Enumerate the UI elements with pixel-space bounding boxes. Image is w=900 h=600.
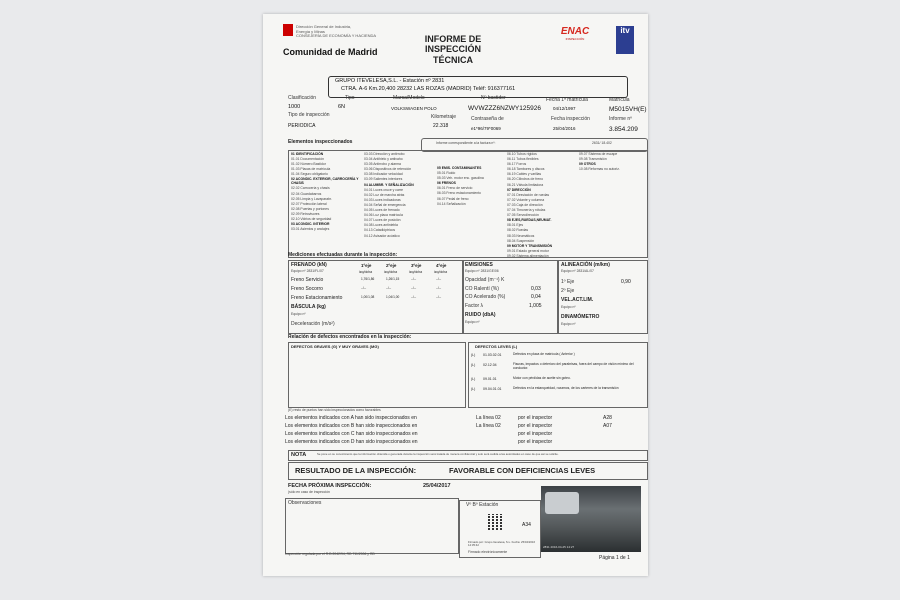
informe-value: 3.854.209 [609, 126, 638, 133]
brake-value: --/-- [361, 286, 367, 290]
car-image [545, 492, 579, 514]
firmado-text: Firmado por: Grupo Itevelesa, S.L. Fecha: 25/04/2016 14:35:42 [468, 540, 536, 548]
element-item: 01.02 Número Bastidor [291, 162, 326, 167]
element-item: 02.04 Guardabarros [291, 191, 322, 196]
element-item: 06.03 Freno estacionamiento [437, 191, 481, 196]
element-item: 04.04 Señal de emergencia [364, 202, 406, 207]
result-label: RESULTADO DE LA INSPECCIÓN: [295, 466, 417, 475]
graves-title: DEFECTOS GRAVES (G) Y MUY GRAVES (MG) [291, 344, 379, 349]
marca-value: VOLKSWAGEN POLO [391, 106, 437, 111]
defect-severity: (L) [471, 377, 476, 381]
element-item: 09.08 Transmisión [579, 157, 607, 162]
defects-graves-box [288, 342, 466, 408]
next-inspection-label: FECHA PRÓXIMA INSPECCIÓN: [288, 483, 372, 489]
defect-desc: Motor con pérdidas de aceite sin goteo. [513, 376, 571, 380]
element-item: 07.04 Timonería y rótulas [507, 208, 546, 213]
emisiones-box [462, 260, 558, 334]
leves-title: DEFECTOS LEVES (L) [475, 344, 518, 349]
element-item: 02.09 Retrovisores [291, 211, 320, 216]
element-item: 07.05 Servodirección [507, 213, 539, 218]
brake-value: --/-- [386, 286, 392, 290]
element-item: 04.06 Luz placa matrícula [364, 213, 403, 218]
vb-label: Vº Bº Estación [466, 502, 499, 508]
element-item: 06.01 Freno de servicio [437, 186, 473, 191]
station-box [328, 76, 628, 98]
element-item: 02.10 Vidrios de seguridad [291, 217, 332, 222]
element-item: 04.12 Avisador acústico [364, 233, 400, 238]
enac-sub: INSPECCIÓN [565, 36, 585, 41]
element-item: 05.01 Ruido [437, 171, 456, 176]
tipo-inspeccion-value: PERIODICA [288, 123, 316, 129]
observaciones-label: Observaciones [288, 500, 322, 506]
clasificacion-label: Clasificación [288, 95, 317, 101]
element-item: 09 MOTOR Y TRANSMISIÓN [507, 243, 553, 248]
title-line-1: INFORME DE [424, 34, 482, 44]
element-item: 08.02 Ruedas [507, 228, 529, 233]
observaciones-box [285, 498, 459, 554]
alineacion-equipo: Equipo nº 2831/AL/07 [561, 269, 594, 273]
element-item: 02.05 Limpia y Lavaparabr. [291, 196, 332, 201]
eje1-value: 0,90 [621, 279, 631, 285]
element-item: 07.01 Desviación de ruedas [507, 192, 550, 197]
element-item: 06.19 Cables y varillas [507, 172, 542, 177]
element-item: 04.01 Luces cruce y carre [364, 187, 404, 192]
dinamometro-title: DINAMÓMETRO [561, 314, 600, 320]
element-item: 06.21 Válvula limitadora [507, 182, 544, 187]
element-item: 07.02 Volante y columna [507, 197, 545, 202]
tipo-inspeccion-label: Tipo de inspección [288, 112, 330, 118]
element-item: 09 OTROS [579, 162, 596, 167]
reinspection-inspector: por el inspector [518, 431, 553, 437]
brake-value: --/-- [411, 277, 417, 281]
eje2-label: 2º Eje [561, 288, 575, 294]
defect-severity: (L) [471, 387, 476, 391]
co-ralenti-label: CO Ralentí (%) [465, 286, 499, 292]
elements-box [288, 150, 648, 258]
defects-leves-box [468, 342, 648, 408]
factor-label: Factor λ [465, 303, 484, 309]
defect-desc: Defectos en la estanqueidad, rozamos, de los carteres de la transmisión [513, 386, 619, 390]
brake-value: 1,00/1,08 [361, 295, 375, 299]
nota-box [288, 450, 648, 461]
factura-value: 2631/ 18.402 [592, 141, 612, 145]
alineacion-box [558, 260, 648, 334]
co-acel-label: CO Acelerado (%) [465, 294, 506, 300]
title-line-2: INSPECCIÓN TÉCNICA [424, 44, 481, 65]
element-item: 09.01 Estado general motor [507, 248, 549, 253]
brake-value: --/-- [436, 286, 442, 290]
element-item: 08.03 Neumáticos [507, 233, 535, 238]
defect-severity: (L) [471, 353, 476, 357]
brake-value: --/-- [411, 286, 417, 290]
brake-value: --/-- [436, 295, 442, 299]
elements-col-5 [579, 153, 645, 173]
factura-label: Informe correspondiente a la factura nº: [436, 141, 496, 145]
element-item: 03.08 Indicador velocidad [364, 172, 403, 177]
contrasena-label: Contraseña de [471, 116, 504, 122]
brake-value: --/-- [436, 277, 442, 281]
region-name: Comunidad de Madrid [283, 47, 378, 57]
km-label: Kilometraje [431, 114, 457, 120]
brake-value: 1,04/1,00 [386, 295, 400, 299]
brake-value: --/-- [411, 295, 417, 299]
fecha-matricula-label: Fecha 1ª matrícula [546, 97, 588, 103]
result-box [288, 462, 648, 480]
element-item: 06.11 Tubos flexibles [507, 157, 539, 162]
reinspection-line: La línea 02 [476, 415, 501, 421]
axle-header: 4ºeje [436, 263, 447, 268]
alineacion-title: ALINEACIÓN (m/km) [561, 262, 610, 268]
ruido-equipo: Equipo nº [465, 320, 480, 324]
defect-code: 01.03.02.01 [483, 353, 502, 357]
element-item: 03.05 Antirrobo y alarma [364, 162, 401, 167]
element-item: 06.18 Tambores y discos [507, 167, 545, 172]
element-item: 04.14 Señalización [437, 201, 466, 206]
axle-header: 2ºeje [386, 263, 397, 268]
reinspection-inspector: por el inspector [518, 423, 553, 429]
enac-badge [553, 26, 597, 60]
bastidor-label: Nº bastidor [481, 95, 506, 101]
element-item: 07.03 Caja de dirección [507, 202, 543, 207]
photo-caption: 2831 2016-04-25 14:27 [543, 545, 575, 549]
qr-code-overlay [488, 514, 504, 530]
element-item: 01 IDENTIFICACIÓN [291, 152, 324, 156]
eje1-label: 1º Eje [561, 279, 575, 285]
element-item: 04.13 Catadióptricos [364, 228, 396, 233]
element-item: 10.08 Reformas no autoriz. [579, 167, 620, 172]
station-name: GRUPO ITEVELESA,S.L. - Estación nº 2831 [335, 78, 445, 84]
informe-label: Informe nº [609, 116, 632, 122]
element-item: 01.01 Documentación [291, 157, 324, 162]
element-item: 08.04 Suspensión [507, 238, 535, 243]
reinspection-inspector: por el inspector [518, 415, 553, 421]
frenado-box [288, 260, 464, 334]
element-item: 06 FRENOS [437, 181, 456, 186]
org-line-2: Energía y Minas [296, 28, 325, 34]
element-item: 02 ACONDIC. EXTERIOR, CARROCERÍA Y CHASIS [291, 177, 359, 186]
element-item: 08 EJES,RUEDAS,NEUMAT. [507, 218, 552, 223]
opacidad-label: Opacidad (m⁻¹) K [465, 277, 505, 283]
element-item: 04.07 Luces de posición [364, 218, 401, 223]
reinspection-line: La línea 02 [476, 423, 501, 429]
reinspection-text: Los elementos indicados con B han sido inspeccionados en [285, 423, 418, 429]
brake-value: 1,76/1,86 [361, 277, 375, 281]
defect-code: 09.01.01 [483, 377, 497, 381]
org-block [296, 25, 376, 39]
defect-desc: Fisuras, impactos o deterioro del parabrisas, fuera del campo de visión mínimo del conductor. [513, 362, 634, 370]
emisiones-title: EMISIONES [465, 262, 493, 268]
vehicle-photo [541, 486, 641, 552]
org-line-3: CONSEJERÍA DE ECONOMÍA Y HACIENDA [296, 33, 377, 39]
brake-row-label: Freno Estacionamiento [291, 295, 343, 301]
co-acel-value: 0,04 [531, 294, 541, 300]
frenado-title: FRENADO (kN) [291, 262, 327, 268]
element-item: 09.02 Sistema alimentación [507, 253, 549, 258]
defect-code: 09.04.01.01 [483, 387, 502, 391]
bascula-equipo: Equipo nº [291, 312, 306, 316]
elements-col-3 [437, 167, 505, 208]
station-address: CTRA. A-6 Km.20,400 28232 LAS ROZAS (MADRID) Teléf: 916377161 [341, 86, 516, 93]
element-item: 08.01 Ejes [507, 223, 524, 228]
marca-label: Marca/Modelo [393, 95, 425, 101]
reinspection-text: Los elementos indicados con C han sido inspeccionados en [285, 431, 418, 437]
element-item: 03.03 Dirección y antirrobo [364, 152, 405, 156]
element-item: 04.02 Luz de marcha atrás [364, 192, 405, 197]
defect-desc: Defectos en placa de matrícula ( Anterior ) [513, 352, 575, 356]
org-line-1: Dirección General de Industria, [296, 24, 352, 29]
nota-label: NOTA [291, 452, 307, 458]
reinspection-text: Los elementos indicados con D han sido inspeccionados en [285, 439, 418, 445]
tipo-label: Tipo [345, 95, 355, 101]
elements-col-2 [364, 153, 434, 240]
element-item: 07 DIRECCIÓN [507, 187, 531, 192]
elements-col-4 [507, 153, 577, 260]
axle-subheader: izq/dcha [409, 270, 423, 274]
element-item: 04.03 Luces indicadoras [364, 197, 401, 202]
element-item: 05 EMIS. CONTAMINANTES [437, 166, 482, 170]
element-item: 02.07 Protección lateral [291, 201, 327, 206]
itv-logo-icon: itv [616, 26, 634, 54]
co-ralenti-value: 0,03 [531, 286, 541, 292]
brake-value: 1,26/1,15 [386, 277, 400, 281]
matricula-label: Matrícula [609, 97, 630, 103]
frenado-equipo: Equipo nº 2831/FL/07 [291, 269, 324, 273]
vel-title: VEL.ACT.LIM. [561, 297, 594, 303]
mediciones-title: Mediciones efectuadas durante la inspección: [288, 252, 398, 258]
fecha-inspeccion-value: 25/04/2016 [553, 126, 576, 131]
brake-row-label: Freno Socorro [291, 286, 323, 292]
matricula-value: M5015VH(E) [609, 106, 647, 113]
elements-title: Elementos inspeccionados [288, 139, 353, 145]
reinspection-code: A28 [603, 415, 612, 421]
footer-regulation: Inspección regulada por el R.D.2042/94, RD 711/2006 y RD [285, 552, 375, 556]
contrasena-value: e1*96/79*0069 [471, 126, 501, 131]
element-item: 09.07 Sistema de escape [579, 152, 618, 156]
element-item: 06.17 Forros [507, 162, 527, 167]
element-item: 03.01 Asientos y anclajes [291, 227, 330, 232]
page-number: Página 1 de 1 [599, 555, 630, 561]
inspector-code: A34 [522, 522, 531, 528]
axle-subheader: izq/dcha [384, 270, 398, 274]
reinspection-text: Los elementos indicados con A han sido inspeccionados en [285, 415, 417, 421]
element-item: 06.20 Cilindros de freno [507, 177, 544, 182]
reinspection-code: A07 [603, 423, 612, 429]
element-item: 03 ACONDIC. INTERIOR [291, 222, 330, 227]
element-item: 02.02 Carrocería y chasis [291, 186, 330, 191]
element-item: 04.05 Luces de frenado [364, 208, 400, 213]
axle-header: 3ºeje [411, 263, 422, 268]
enac-logo: ENAC [560, 26, 590, 37]
axle-subheader: izq/dcha [359, 270, 373, 274]
reinspection-inspector: por el inspector [518, 439, 553, 445]
bastidor-value: WVWZZZ6NZWY125926 [468, 105, 541, 112]
document-title [413, 34, 493, 65]
defects-title: Relación de defectos encontrados en la inspección: [288, 334, 412, 340]
element-item: 01.03 Placas de matrícula [291, 167, 331, 172]
deceleracion-label: Deceleración (m/s²) [291, 321, 335, 327]
km-value: 22.318 [433, 123, 449, 129]
element-item: 06.10 Tubos rígidos [507, 152, 537, 156]
nota-text: Se pone en su conocimiento que la información obtenida o generada durante la inspección será tratada de manera confidencial y solo será cedida a las autoridades en caso de que así se solicite. [317, 453, 559, 456]
element-item: 01.04 Seguro obligatorio [291, 172, 328, 177]
fecha-matricula-value: 04/12/1997 [553, 106, 576, 111]
tipo-value: 6N [338, 104, 346, 110]
next-inspection-note: (sólo en caso de inspección [288, 490, 330, 494]
element-item: 04.08 Luces antiniebla [364, 223, 398, 228]
element-item: 06.07 Pedal de freno [437, 196, 469, 201]
axle-subheader: izq/dcha [434, 270, 448, 274]
element-item: 05.03 Veh. motor enc. gasolina [437, 176, 484, 181]
defect-severity: (L) [471, 363, 476, 367]
ruido-title: RUIDO (dbA) [465, 312, 496, 318]
axle-header: 1ºeje [361, 263, 372, 268]
emisiones-equipo: Equipo nº 2831/GE/06 [465, 269, 499, 273]
result-value: FAVORABLE CON DEFICIENCIAS LEVES [449, 466, 596, 475]
fecha-inspeccion-label: Fecha inspección [551, 116, 590, 122]
clasificacion-value: 1000 [288, 104, 301, 110]
inspection-report-page [263, 14, 648, 576]
elements-col-1 [291, 153, 361, 233]
reinspection-note: (E) resto de puntos han sido inspeccionados como favorables [288, 408, 381, 412]
madrid-logo-icon [283, 24, 293, 36]
din-equipo: Equipo nº [561, 322, 576, 326]
bascula-title: BÁSCULA (kg) [291, 304, 326, 310]
next-inspection-date: 25/04/2017 [423, 483, 451, 489]
firmado-elec: Firmado electrónicamente [468, 550, 508, 554]
element-item: 02.08 Puertas y portones [291, 206, 329, 211]
element-item: 03.09 Salientes interiores [364, 177, 403, 182]
brake-row-label: Freno Servicio [291, 277, 324, 283]
defect-code: 02.12.04 [483, 363, 497, 367]
factor-value: 1,005 [529, 303, 542, 309]
element-item: 03.04 Antihielo y antivaho [364, 157, 403, 162]
element-item: 04 ALUMBR. Y SEÑALIZACIÓN [364, 182, 414, 187]
vel-equipo: Equipo nº [561, 305, 576, 309]
element-item: 03.06 Dispositivos de retención [364, 167, 412, 172]
